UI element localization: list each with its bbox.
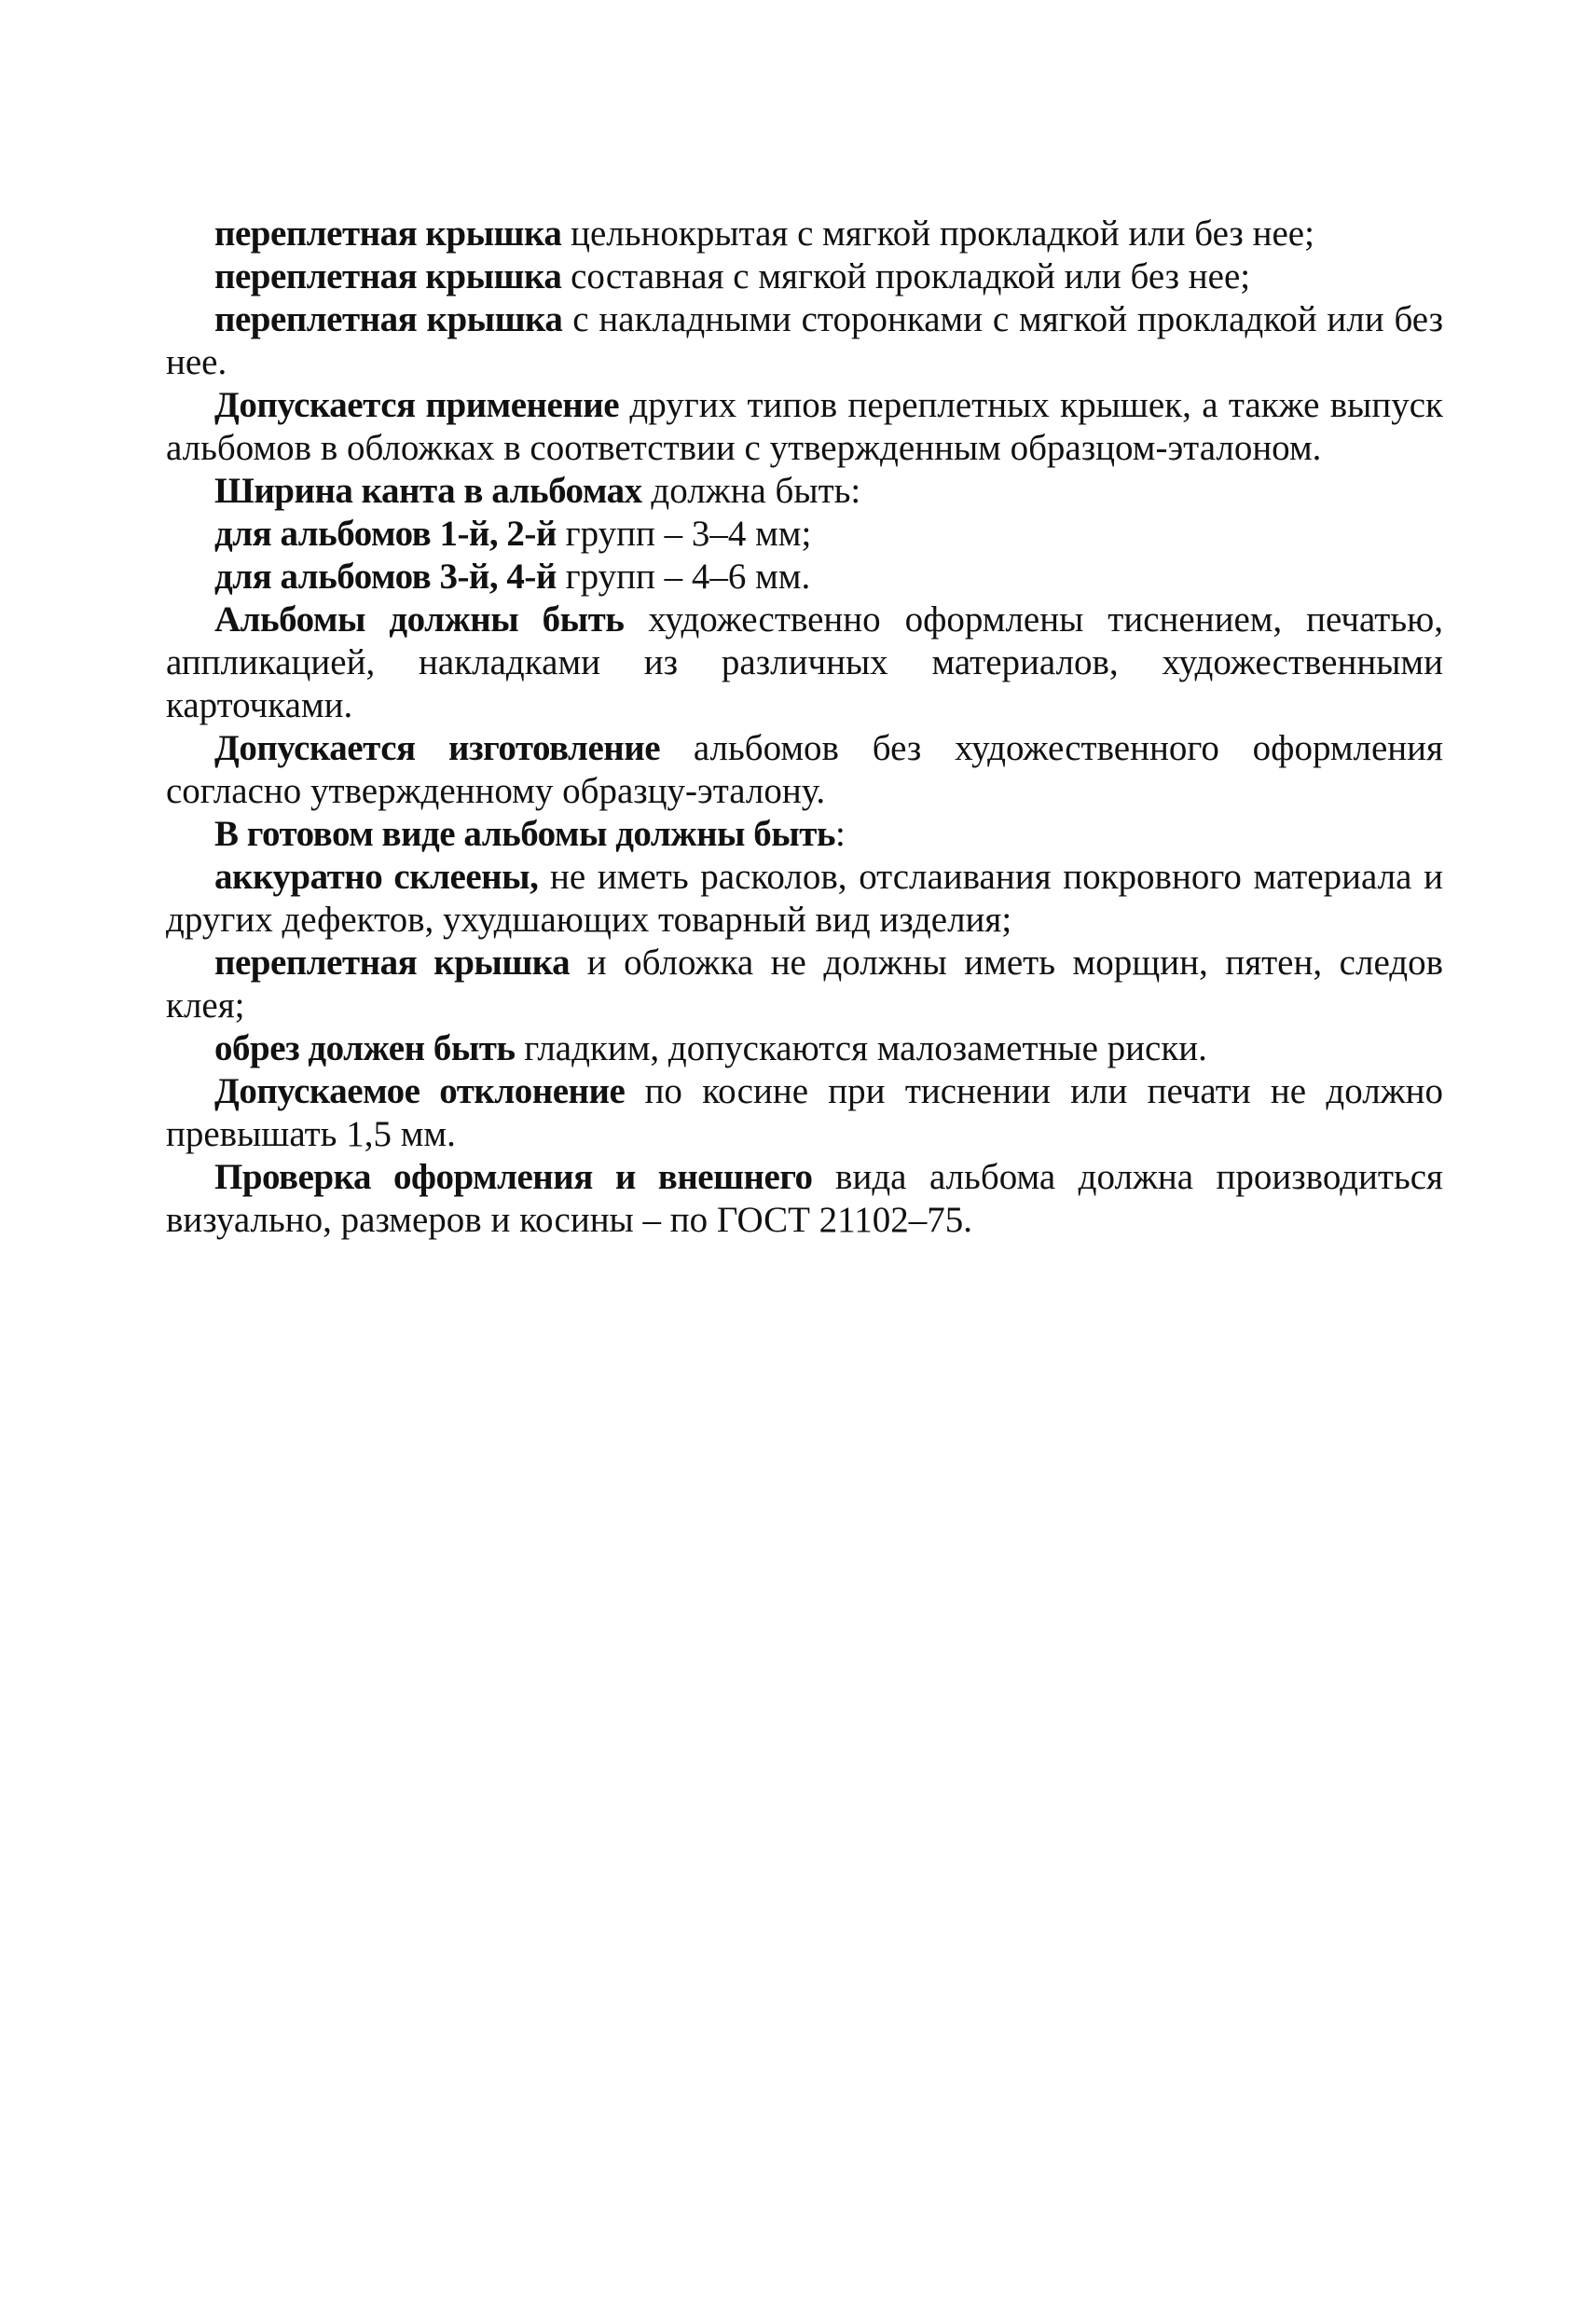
paragraph-9-text: альбомов без художественного оформления согласно утвержденному образцу-эталону. bbox=[166, 728, 1443, 811]
paragraph-5-text: должна быть: bbox=[641, 471, 861, 511]
paragraph-6 bbox=[166, 513, 1443, 556]
paragraph-11-bold: аккуратно склеены, bbox=[214, 857, 539, 897]
paragraph-10 bbox=[166, 813, 1443, 856]
paragraph-9 bbox=[166, 727, 1443, 813]
paragraph-4-bold: Допускается применение bbox=[214, 385, 620, 425]
paragraph-13-bold: обрез должен быть bbox=[214, 1028, 516, 1068]
paragraph-9-bold: Допускается изготовление bbox=[214, 728, 660, 768]
paragraph-7-text: групп – 4–6 мм. bbox=[556, 557, 811, 597]
paragraph-5 bbox=[166, 470, 1443, 513]
paragraph-2-bold: переплетная крышка bbox=[214, 256, 562, 296]
paragraph-14-text: по косине при тиснении или печати не должно превышать 1,5 мм. bbox=[166, 1071, 1443, 1154]
paragraph-10-text: : bbox=[834, 814, 846, 854]
paragraph-6-bold: для альбомов 1-й, 2-й bbox=[214, 514, 557, 554]
paragraph-15-text: вида альбома должна производиться визуально, размеров и косины – по ГОСТ 21102–75. bbox=[166, 1157, 1443, 1240]
paragraph-8-text: художественно оформлены тиснением, печатью, аппликацией, накладками из различных материалов, художественными карточками. bbox=[166, 599, 1444, 725]
paragraph-13-text: гладким, допускаются малозаметные риски. bbox=[515, 1028, 1207, 1068]
paragraph-15-bold: Проверка оформления и внешнего bbox=[214, 1157, 813, 1197]
paragraph-12 bbox=[166, 942, 1443, 1027]
paragraph-4 bbox=[166, 384, 1443, 470]
paragraph-6-text: групп – 3–4 мм; bbox=[556, 514, 812, 554]
paragraph-2 bbox=[166, 255, 1443, 298]
paragraph-1-text: цельнокрытая с мягкой прокладкой или без нее; bbox=[561, 213, 1314, 254]
paragraph-7-bold: для альбомов 3-й, 4-й bbox=[214, 557, 557, 597]
paragraph-1-bold: переплетная крышка bbox=[214, 213, 562, 254]
paragraph-10-bold: В готовом виде альбомы должны быть bbox=[214, 814, 835, 854]
paragraph-7 bbox=[166, 556, 1443, 599]
paragraph-12-bold: переплетная крышка bbox=[214, 943, 571, 983]
paragraph-12-text: и обложка не должны иметь морщин, пятен, следов клея; bbox=[166, 943, 1443, 1026]
paragraph-4-text: других типов переплетных крышек, а также выпуск альбомов в обложках в соответствии с утвержденным образцом-эталоном. bbox=[166, 385, 1443, 468]
paragraph-13 bbox=[166, 1027, 1443, 1070]
paragraph-3-text: с накладными сторонками с мягкой прокладкой или без нее. bbox=[166, 299, 1443, 382]
document-body bbox=[166, 213, 1443, 1242]
paragraph-1 bbox=[166, 213, 1443, 255]
paragraph-15 bbox=[166, 1156, 1443, 1242]
paragraph-11 bbox=[166, 856, 1443, 942]
paragraph-14-bold: Допускаемое отклонение bbox=[214, 1071, 626, 1111]
paragraph-3-bold: переплетная крышка bbox=[214, 299, 563, 339]
paragraph-8 bbox=[166, 599, 1443, 727]
paragraph-2-text: составная с мягкой прокладкой или без нее; bbox=[561, 256, 1251, 296]
paragraph-14 bbox=[166, 1070, 1443, 1156]
paragraph-5-bold: Ширина канта в альбомах bbox=[214, 471, 642, 511]
paragraph-11-text: не иметь расколов, отслаивания покровного материала и других дефектов, ухудшающих товарный вид изделия; bbox=[166, 857, 1443, 940]
paragraph-8-bold: Альбомы должны быть bbox=[214, 599, 625, 640]
paragraph-3 bbox=[166, 298, 1443, 384]
